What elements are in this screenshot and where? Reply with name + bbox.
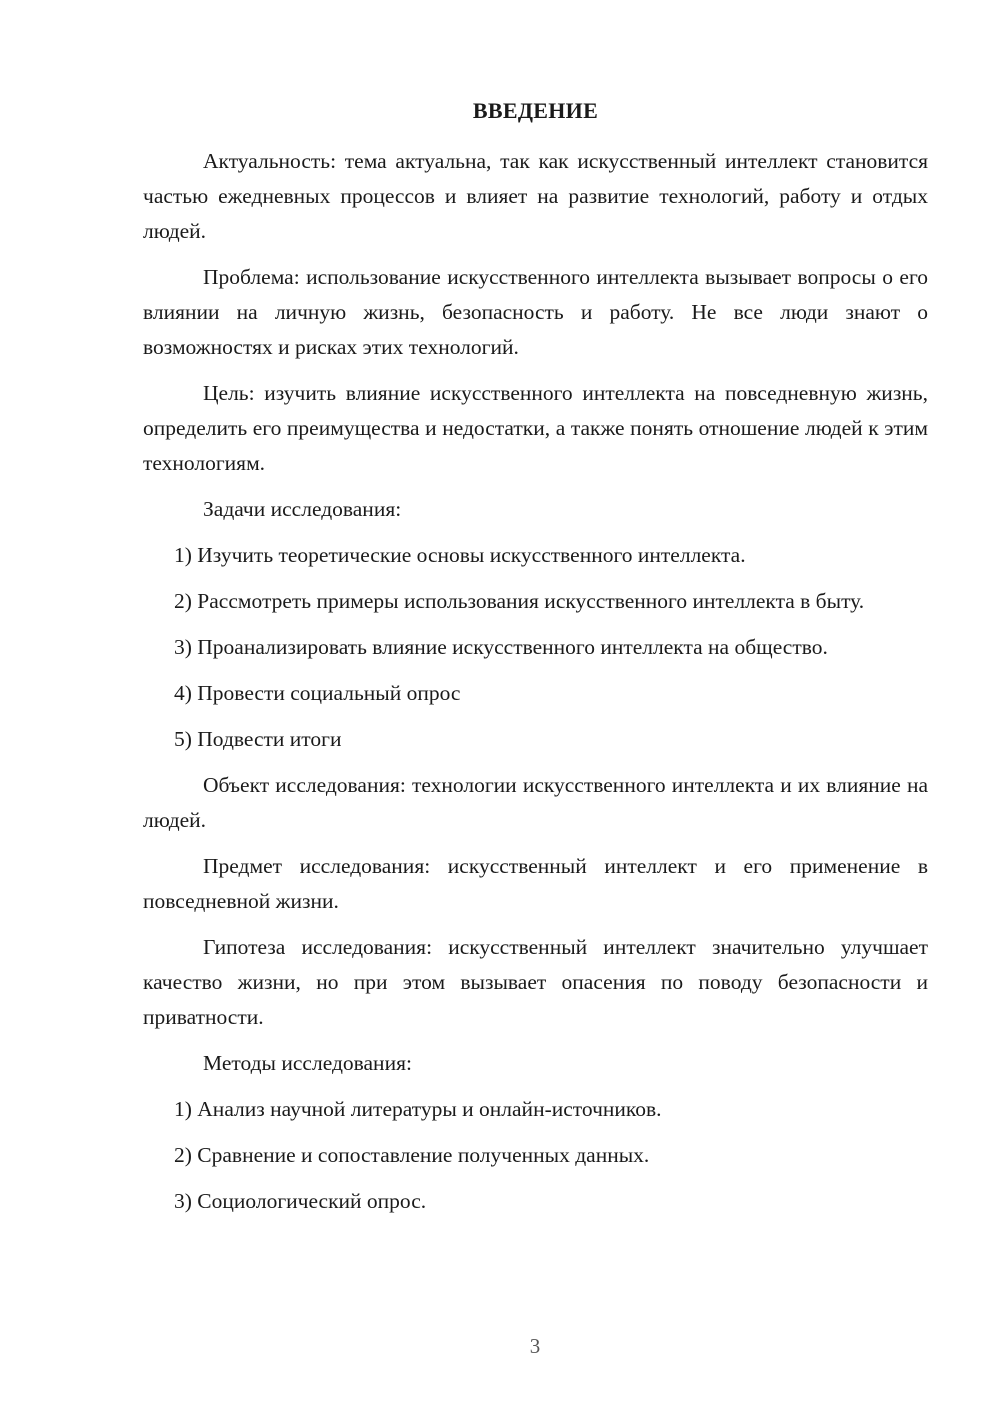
method-item: 3) Социологический опрос. — [174, 1189, 427, 1213]
task-item: 3) Проанализировать влияние искусственного интеллекта на общество. — [174, 635, 828, 659]
goal-paragraph: Цель: изучить влияние искусственного интеллекта на повседневную жизнь, определить его преимущества и недостатки, а также понять отношение людей к этим технологиям. — [143, 381, 928, 475]
relevance-paragraph: Актуальность: тема актуальна, так как искусственный интеллект становится частью ежедневных процессов и влияет на развитие технологий, работу и отдых людей. — [143, 149, 928, 243]
subject-paragraph: Предмет исследования: искусственный интеллект и его применение в повседневной жизни. — [143, 854, 928, 913]
page-number: 3 — [529, 1334, 541, 1358]
method-item: 1) Анализ научной литературы и онлайн-источников. — [174, 1097, 662, 1121]
object-paragraph: Объект исследования: технологии искусственного интеллекта и их влияние на людей. — [143, 773, 928, 832]
method-item: 2) Сравнение и сопоставление полученных данных. — [174, 1143, 650, 1167]
task-item: 5) Подвести итоги — [174, 727, 342, 751]
problem-paragraph: Проблема: использование искусственного интеллекта вызывает вопросы о его влиянии на личную жизнь, безопасность и работу. Не все люди знают о возможностях и рисках этих технологий. — [143, 265, 928, 359]
section-title: ВВЕДЕНИЕ — [472, 98, 599, 123]
hypothesis-paragraph: Гипотеза исследования: искусственный интеллект значительно улучшает качество жизни, но при этом вызывает опасения по поводу безопасности и приватности. — [143, 935, 928, 1029]
task-item: 4) Провести социальный опрос — [174, 681, 461, 705]
tasks-heading: Задачи исследования: — [203, 497, 402, 521]
task-item: 2) Рассмотреть примеры использования искусственного интеллекта в быту. — [174, 589, 865, 613]
document-page — [143, 96, 928, 1230]
task-item: 1) Изучить теоретические основы искусственного интеллекта. — [174, 543, 746, 567]
methods-heading: Методы исследования: — [203, 1051, 412, 1075]
